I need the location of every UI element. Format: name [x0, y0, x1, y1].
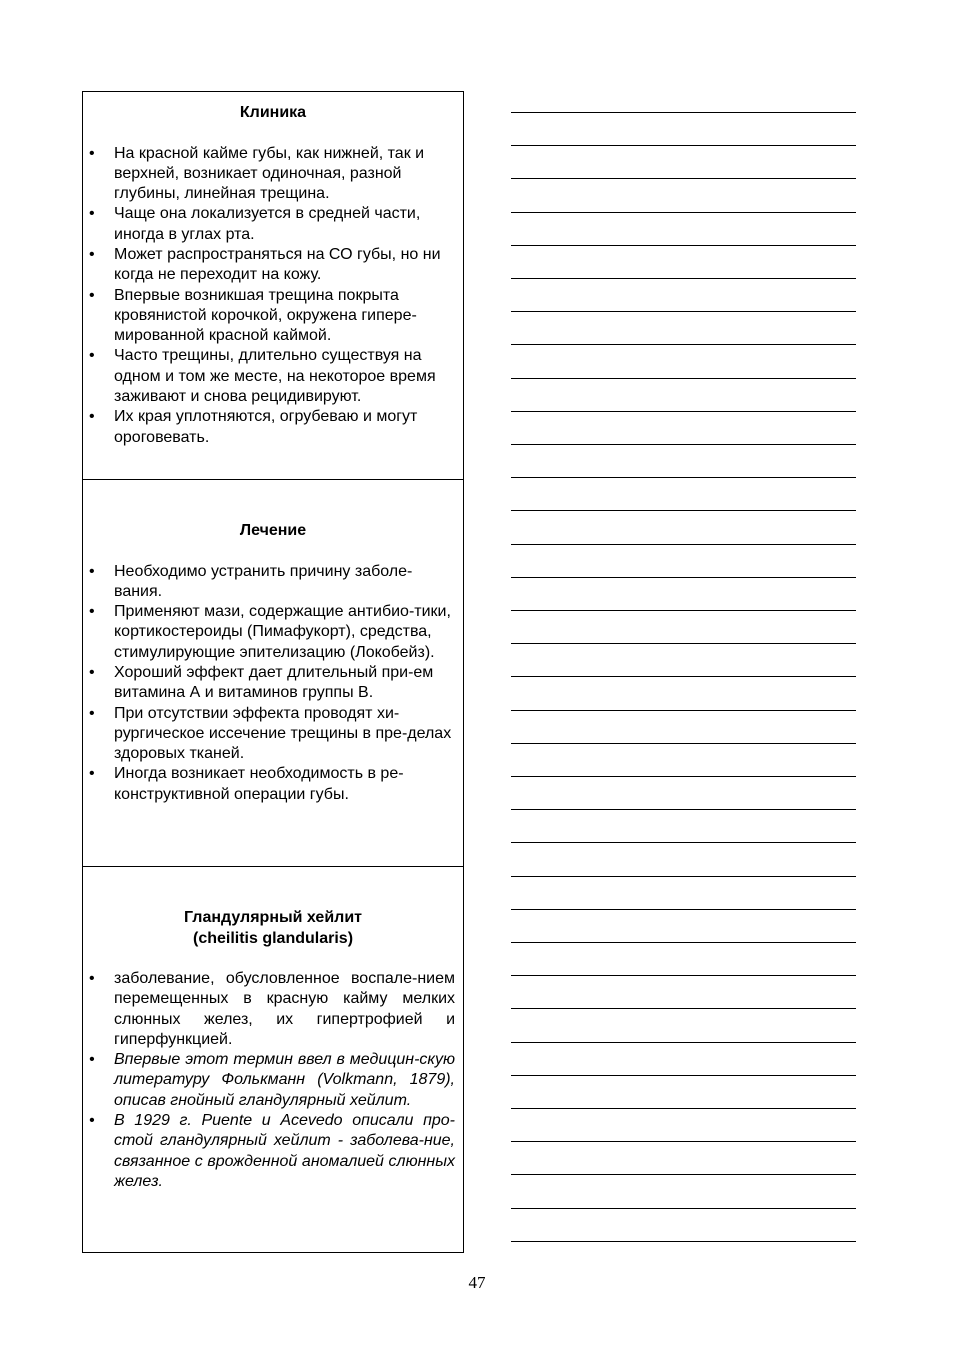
note-line [511, 311, 856, 312]
note-line [511, 809, 856, 810]
note-line [511, 1042, 856, 1043]
note-line [511, 1141, 856, 1142]
section-divider [83, 866, 463, 867]
list-item: • Их края уплотняются, огрубеваю и могут ороговевать. [89, 408, 418, 446]
notes-table [82, 91, 464, 1253]
list-item: • Впервые этот термин ввел в медицин-скую литературу Фолькманн (Volkmann, 1879), описав гнойный гландулярный хейлит. [89, 1051, 455, 1109]
note-line [511, 842, 856, 843]
list-item: • Чаще она локализуется в средней части, иногда в углах рта. [89, 205, 421, 243]
note-line [511, 1208, 856, 1209]
list-item: • При отсутствии эффекта проводят хи-рургическое иссечение трещины в пре-делах здоровых тканей. [89, 704, 452, 763]
list-item: • Может распространяться на СО губы, но ни когда не переходит на кожу. [89, 245, 441, 284]
list-item: • Впервые возникшая трещина покрыта кровянистой корочкой, окружена гипере-мированной красной каймой. [89, 286, 417, 345]
note-line [511, 1075, 856, 1076]
note-line [511, 378, 856, 379]
section-clinic [83, 103, 463, 448]
note-line [511, 1108, 856, 1109]
list-item: • В 1929 г. Puente и Acevedo описали про-стой гландулярный хейлит - заболева-ние, связанное с врожденной аномалией слюнных желез. [89, 1112, 455, 1190]
note-line [511, 676, 856, 677]
note-line [511, 344, 856, 345]
section-glandular-cheilitis [83, 908, 463, 1192]
note-line [511, 245, 856, 246]
note-line [511, 942, 856, 943]
note-line [511, 145, 856, 146]
note-line [511, 909, 856, 910]
note-line [511, 743, 856, 744]
section-title-glandular: Гландулярный хейлит [184, 909, 362, 926]
list-item: • Применяют мази, содержащие антибио-тики, кортикостероиды (Пимафукорт), средства, стимулирующие эпителизацию (Локобейз). [89, 603, 451, 661]
note-line [511, 1241, 856, 1242]
clinic-list [83, 144, 463, 448]
note-line [511, 1008, 856, 1009]
section-title-clinic: Клиника [239, 104, 307, 121]
list-item: • заболевание, обусловленное воспале-нием перемещенных в красную кайму мелких слюнных желез, их гипертрофией и гиперфункцией. [89, 970, 455, 1048]
section-title-treatment: Лечение [239, 522, 307, 539]
note-line [511, 212, 856, 213]
section-treatment [83, 521, 463, 805]
note-line [511, 544, 856, 545]
list-item: • Хороший эффект дает длительный при-ем витамина А и витаминов группы В. [89, 663, 434, 702]
section-divider [83, 479, 463, 480]
list-item: • На красной кайме губы, как нижней, так и верхней, возникает одиночная, разной глубины, линейная трещина. [89, 144, 425, 203]
note-line [511, 643, 856, 644]
treatment-list [83, 562, 463, 806]
section-subtitle-glandular: (cheilitis glandularis) [192, 929, 354, 947]
list-item: • Необходимо устранить причину заболе-вания. [89, 562, 413, 600]
glandular-list [83, 969, 463, 1192]
note-line [511, 876, 856, 877]
note-line [511, 510, 856, 511]
note-line [511, 1174, 856, 1175]
list-item: • Иногда возникает необходимость в ре-конструктивной операции губы. [89, 765, 404, 803]
note-line [511, 577, 856, 578]
note-line [511, 411, 856, 412]
note-line [511, 477, 856, 478]
note-line [511, 112, 856, 113]
page-number: 47 [468, 1273, 486, 1292]
note-line [511, 610, 856, 611]
note-line [511, 444, 856, 445]
note-line [511, 975, 856, 976]
note-line [511, 278, 856, 279]
note-line [511, 178, 856, 179]
list-item: • Часто трещины, длительно существуя на одном и том же месте, на некоторое время заживают и снова рецидивируют. [89, 347, 436, 406]
note-line [511, 710, 856, 711]
note-line [511, 776, 856, 777]
